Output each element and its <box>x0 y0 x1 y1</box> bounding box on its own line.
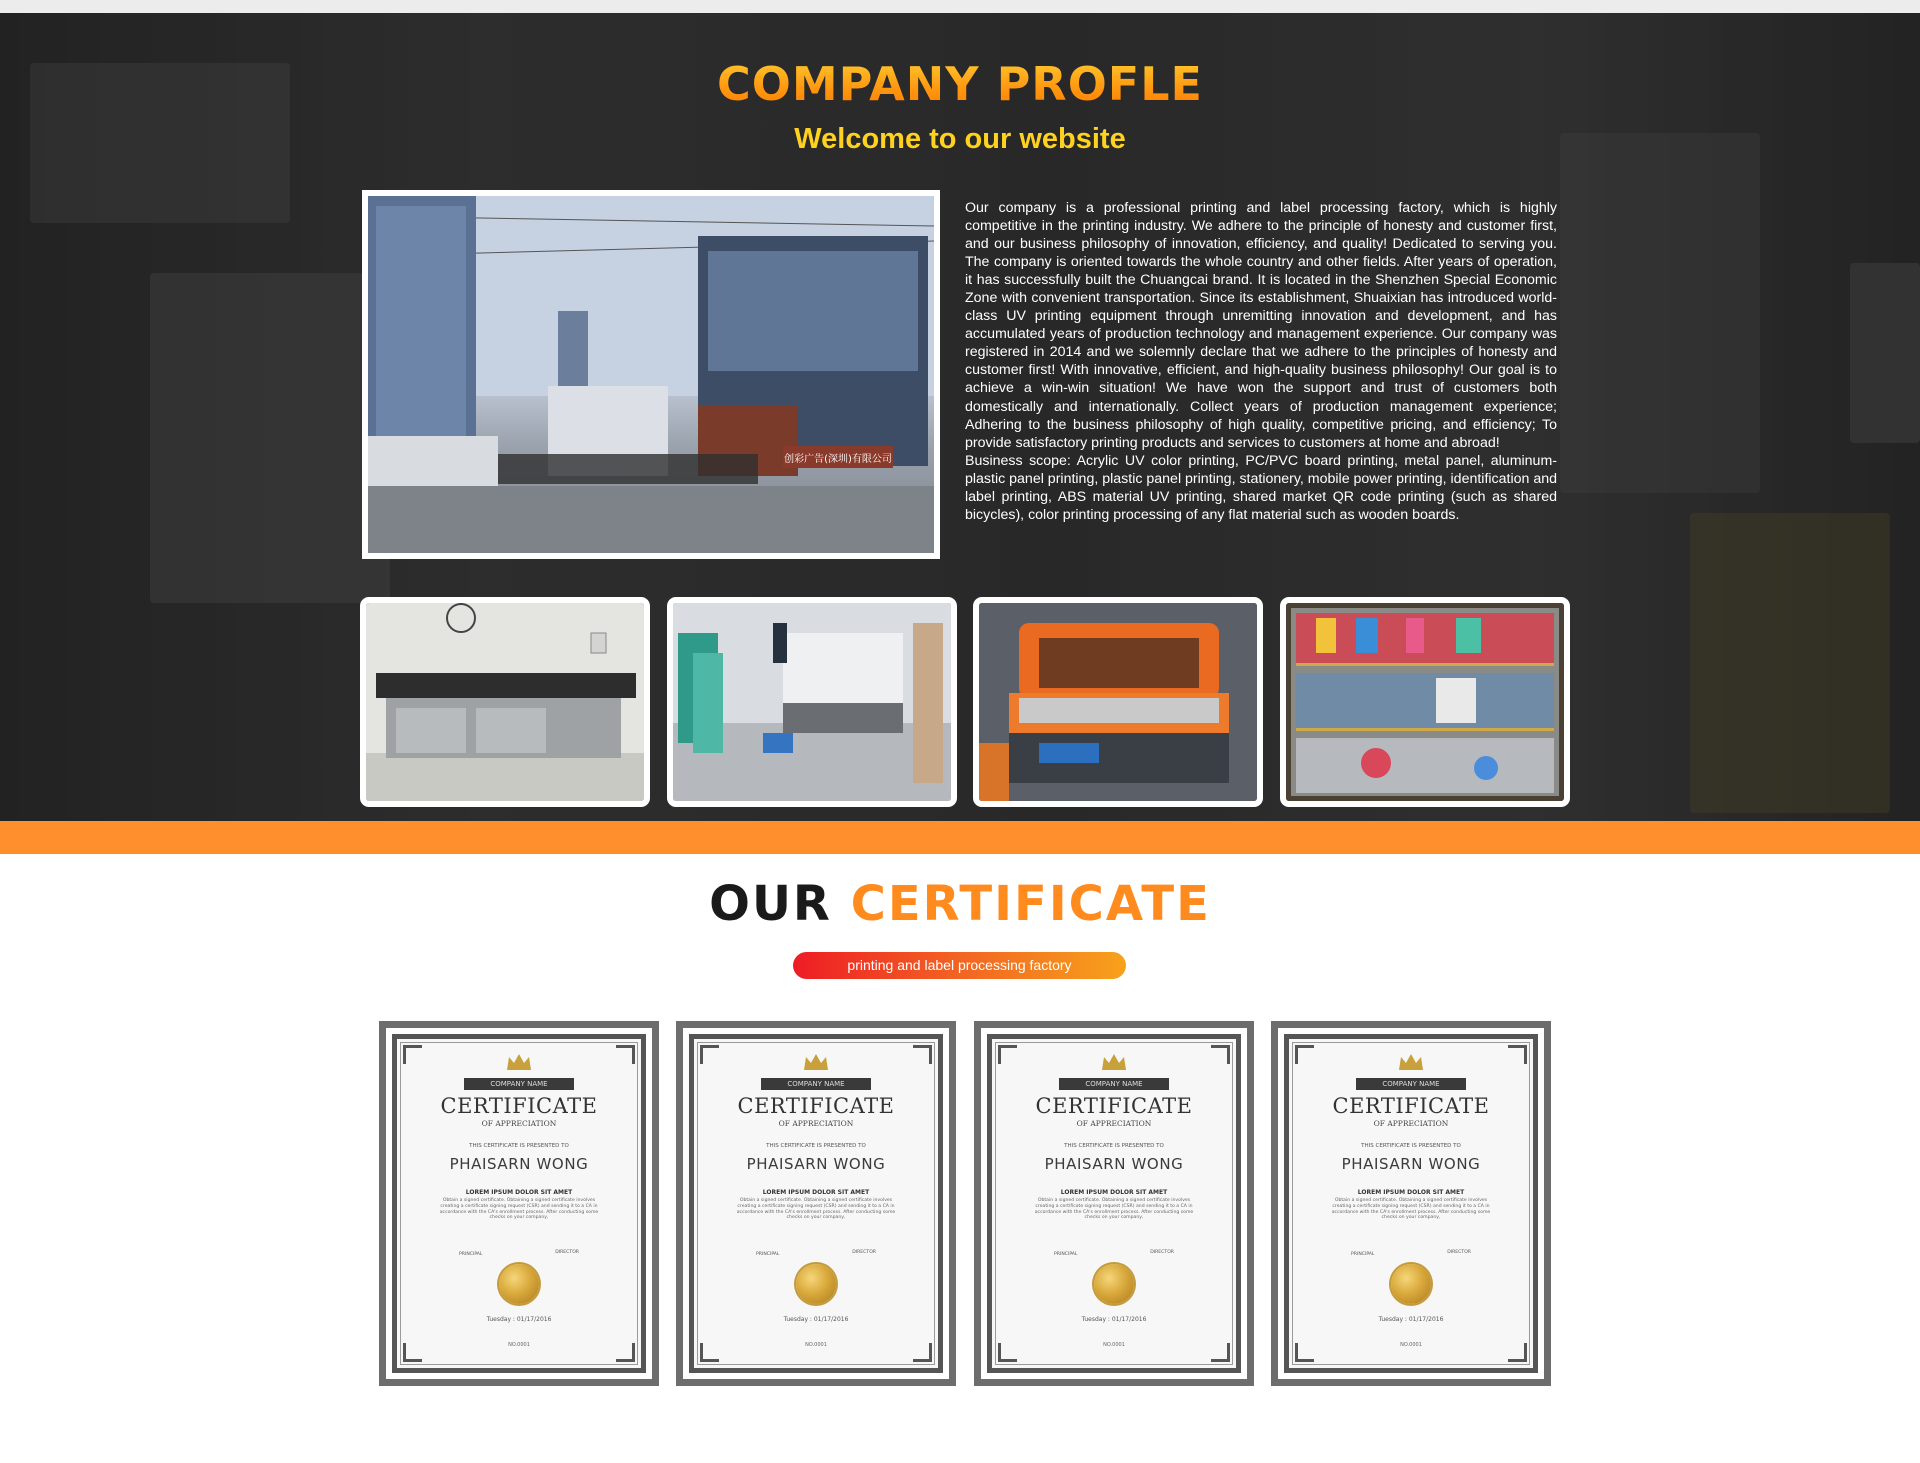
certificate-body-text: Obtain a signed certificate. Obtaining a signed certificate involves creating a certificate signing request (CSR) and sending it to a CA in accordance with the CA's enrollment process. After conducting some checks on your company, <box>439 1198 599 1221</box>
uv-printer-photo[interactable] <box>360 597 650 807</box>
certificate-body-text: Obtain a signed certificate. Obtaining a signed certificate involves creating a certificate signing request (CSR) and sending it to a CA in accordance with the CA's enrollment process. After conducting some checks on your company, <box>1331 1198 1491 1221</box>
certificate-heading: CERTIFICATE <box>440 1094 598 1118</box>
factory-building-image <box>368 196 934 553</box>
certificate-subheading: OF APPRECIATION <box>481 1119 557 1128</box>
certificate-heading: CERTIFICATE <box>737 1094 895 1118</box>
certificate-number: NO.0001 <box>805 1342 827 1348</box>
gold-seal-icon <box>499 1264 539 1304</box>
uv-printer-image <box>366 603 644 801</box>
certificate-frame <box>987 1034 1241 1373</box>
director-label: DIRECTOR <box>1447 1250 1471 1255</box>
recipient-name: PHAISARN WONG <box>1044 1155 1184 1173</box>
lorem-heading: LOREM IPSUM DOLOR SIT AMET <box>1060 1189 1168 1196</box>
presented-to-label: THIS CERTIFICATE IS PRESENTED TO <box>469 1143 569 1149</box>
frame-corner <box>1211 1045 1230 1064</box>
presented-to-label: THIS CERTIFICATE IS PRESENTED TO <box>1361 1143 1461 1149</box>
crown-icon <box>506 1052 532 1072</box>
workshop-photo[interactable] <box>667 597 957 807</box>
certificate-body-text: Obtain a signed certificate. Obtaining a signed certificate involves creating a certificate signing request (CSR) and sending it to a CA in accordance with the CA's enrollment process. After conducting some checks on your company, <box>736 1198 896 1221</box>
frame-corner <box>913 1045 932 1064</box>
gold-seal-icon <box>1094 1264 1134 1304</box>
certificate-section-title <box>0 876 1920 932</box>
product-display-photo[interactable] <box>1280 597 1570 807</box>
certificate-card[interactable] <box>379 1021 659 1386</box>
crown-icon <box>1398 1052 1424 1072</box>
building-sign-text: 创彩广告(深圳)有限公司 <box>784 454 892 465</box>
principal-label: PRINCIPAL <box>756 1252 780 1257</box>
certificate-number: NO.0001 <box>1400 1342 1422 1348</box>
company-name-ribbon: COMPANY NAME <box>761 1078 871 1090</box>
orange-divider-band <box>0 821 1920 854</box>
certificate-number: NO.0001 <box>1103 1342 1125 1348</box>
company-description <box>965 199 1557 524</box>
certificate-tagline-pill: printing and label processing factory <box>793 952 1126 979</box>
workshop-image <box>673 603 951 801</box>
certificate-date: Tuesday : 01/17/2016 <box>486 1316 552 1323</box>
company-profile-section <box>0 13 1920 821</box>
crown-icon <box>803 1052 829 1072</box>
lorem-heading: LOREM IPSUM DOLOR SIT AMET <box>762 1189 870 1196</box>
certificate-card[interactable] <box>1271 1021 1551 1386</box>
frame-corner <box>403 1045 422 1064</box>
laser-machine-image <box>979 603 1257 801</box>
certificate-subheading: OF APPRECIATION <box>778 1119 854 1128</box>
certificate-card[interactable] <box>974 1021 1254 1386</box>
welcome-subtitle: Welcome to our website <box>794 123 1126 155</box>
factory-building-photo[interactable] <box>362 190 940 559</box>
gold-seal-icon <box>796 1264 836 1304</box>
crown-icon <box>1101 1052 1127 1072</box>
certificate-date: Tuesday : 01/17/2016 <box>783 1316 849 1323</box>
lorem-heading: LOREM IPSUM DOLOR SIT AMET <box>1357 1189 1465 1196</box>
lorem-heading: LOREM IPSUM DOLOR SIT AMET <box>465 1189 573 1196</box>
browser-top-strip <box>0 0 1920 13</box>
director-label: DIRECTOR <box>555 1250 579 1255</box>
frame-corner <box>1508 1045 1527 1064</box>
certificate-frame <box>1284 1034 1538 1373</box>
company-name-ribbon: COMPANY NAME <box>1059 1078 1169 1090</box>
recipient-name: PHAISARN WONG <box>1341 1155 1481 1173</box>
principal-label: PRINCIPAL <box>1054 1252 1078 1257</box>
certificate-card[interactable] <box>676 1021 956 1386</box>
certificate-title-our: OUR <box>709 876 832 932</box>
certificate-date: Tuesday : 01/17/2016 <box>1378 1316 1444 1323</box>
product-display-image <box>1286 603 1564 801</box>
company-profile-title: COMPANY PROFLE <box>0 57 1920 111</box>
company-description-paragraph: Our company is a professional printing and label processing factory, which is highly competitive in the printing industry. We adhere to the principle of honesty and customer first, and our business philosophy of innovation, efficiency, and quality! Dedicated to serving you. The company is oriented towards the whole country and other fields. After years of operation, it has successfully built the Chuangcai brand. It is located in the Shenzhen Special Economic Zone with convenient transportation. Since its establishment, Shuaixian has introduced world-class UV printing equipment through unremitting innovation and development, and has accumulated years of production technology and management experience. Our company was registered in 2014 and we solemnly declare that we adhere to the principles of honesty and customer first! With innovative, efficient, and high-quality business philosophy! Our goal is to achieve a win-win situation! We have won the support and trust of customers both domestically and internationally. Collect years of production management experience; Adhering to the business philosophy of high quality, competitive pricing, and efficiency; To provide satisfactory printing products and services to customers at home and abroad! <box>965 200 1557 451</box>
gold-seal-icon <box>1391 1264 1431 1304</box>
business-scope-paragraph: Business scope: Acrylic UV color printing, PC/PVC board printing, metal panel, aluminum-plastic panel printing, plastic panel printing, stationery, mobile power printing, identification and label printing, ABS material UV printing, shared market QR code printing (such as shared bicycles), color printing processing of any flat material such as wooden boards. <box>965 452 1558 523</box>
certificate-frame <box>392 1034 646 1373</box>
director-label: DIRECTOR <box>852 1250 876 1255</box>
certificate-title-certificate: CERTIFICATE <box>850 876 1211 932</box>
frame-corner <box>616 1045 635 1064</box>
frame-corner <box>1295 1045 1314 1064</box>
company-name-ribbon: COMPANY NAME <box>464 1078 574 1090</box>
presented-to-label: THIS CERTIFICATE IS PRESENTED TO <box>1064 1143 1164 1149</box>
certificate-subheading: OF APPRECIATION <box>1076 1119 1152 1128</box>
company-name-ribbon: COMPANY NAME <box>1356 1078 1466 1090</box>
certificate-number: NO.0001 <box>508 1342 530 1348</box>
frame-corner <box>998 1045 1017 1064</box>
certificate-heading: CERTIFICATE <box>1035 1094 1193 1118</box>
certificate-body-text: Obtain a signed certificate. Obtaining a signed certificate involves creating a certificate signing request (CSR) and sending it to a CA in accordance with the CA's enrollment process. After conducting some checks on your company, <box>1034 1198 1194 1221</box>
laser-machine-photo[interactable] <box>973 597 1263 807</box>
principal-label: PRINCIPAL <box>1351 1252 1375 1257</box>
recipient-name: PHAISARN WONG <box>449 1155 589 1173</box>
recipient-name: PHAISARN WONG <box>746 1155 886 1173</box>
certificate-heading: CERTIFICATE <box>1332 1094 1490 1118</box>
frame-corner <box>700 1045 719 1064</box>
presented-to-label: THIS CERTIFICATE IS PRESENTED TO <box>766 1143 866 1149</box>
certificate-subheading: OF APPRECIATION <box>1373 1119 1449 1128</box>
certificate-frame <box>689 1034 943 1373</box>
certificate-date: Tuesday : 01/17/2016 <box>1081 1316 1147 1323</box>
director-label: DIRECTOR <box>1150 1250 1174 1255</box>
principal-label: PRINCIPAL <box>459 1252 483 1257</box>
